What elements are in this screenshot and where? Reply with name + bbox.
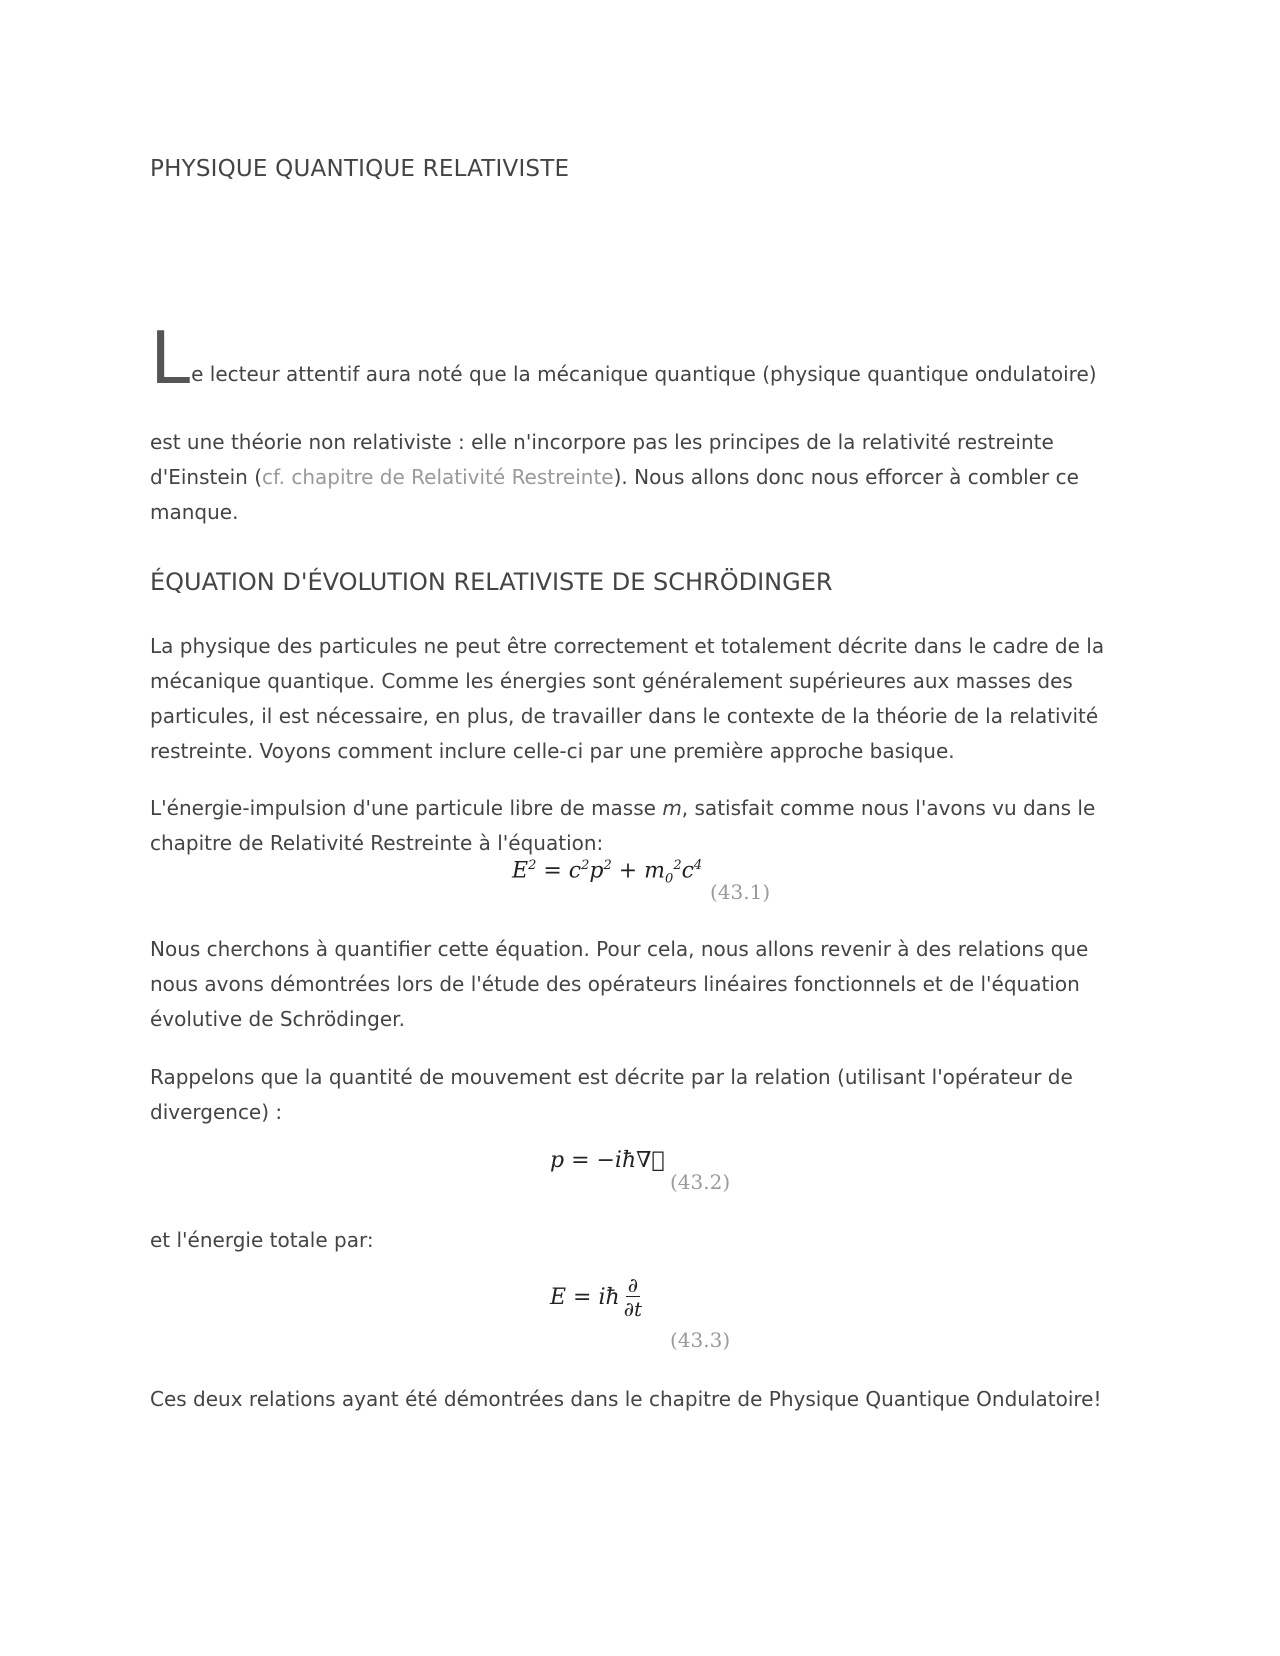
equation-energy-operator: E = iħ $\frac{\partial}{\partial t}$	[550, 1273, 643, 1321]
partial-derivative-fraction: $\frac{\partial}{\partial t}$	[623, 1273, 643, 1321]
intro-text-after-link: ). Nous allons donc nous efforcer à combler ce manque.	[150, 465, 1079, 524]
paragraph-particle-physics: La physique des particules ne peut être correctement et totalement décrite dans le cadre de la mécanique quantique. Comme les énergies sont généralement supérieures aux masses des particules, il est nécessaire, en plus, de travailler dans le contexte de la théorie de la relativité restreinte. Voyons comment inclure celle-ci par une première approche basique.	[150, 634, 1105, 763]
intro-first-line	[150, 316, 1120, 400]
section-title: ÉQUATION D'ÉVOLUTION RELATIVISTE DE SCHRÖDINGER	[150, 568, 833, 596]
equation-energy-momentum: $E^2 = c^2p^2 + m_0^2c^4$	[512, 858, 703, 887]
paragraph-total-energy: et l'énergie totale par:	[150, 1228, 374, 1252]
paragraph-energy-momentum	[150, 791, 1120, 861]
drop-cap: L	[150, 316, 191, 400]
energy-momentum-text-b: , satisfait comme nous l'avons vu dans le chapitre de Relativité Restreinte à l'équation:	[150, 796, 1096, 855]
intro-text-before-link: est une théorie non relativiste : elle n'incorpore pas les principes de la relativité restreinte d'Einstein (	[150, 430, 1054, 489]
paragraph-momentum: Rappelons que la quantité de mouvement est décrite par la relation (utilisant l'opérateur de divergence) :	[150, 1065, 1073, 1124]
equation-momentum-operator: p = −iħ∇⃗	[550, 1148, 665, 1173]
intro-first-line-text: e lecteur attentif aura noté que la mécanique quantique (physique quantique ondulatoire)	[191, 362, 1097, 386]
mass-variable: m	[662, 796, 682, 820]
document-title: PHYSIQUE QUANTIQUE RELATIVISTE	[150, 156, 570, 182]
intro-paragraph	[150, 425, 1120, 530]
relativity-chapter-link[interactable]: cf. chapitre de Relativité Restreinte	[262, 465, 614, 489]
paragraph-quantify: Nous cherchons à quantifier cette équation. Pour cela, nous allons revenir à des relations que nous avons démontrées lors de l'étude des opérateurs linéaires fonctionnels et de l'équation évolutive de Schrödinger.	[150, 937, 1089, 1031]
equation-number-2: (43.2)	[670, 1170, 731, 1194]
equation-number-1: (43.1)	[710, 880, 771, 904]
paragraph-conclusion: Ces deux relations ayant été démontrées dans le chapitre de Physique Quantique Ondulatoire!	[150, 1387, 1102, 1411]
energy-momentum-text-a: L'énergie-impulsion d'une particule libre de masse	[150, 796, 663, 820]
equation-number-3: (43.3)	[670, 1328, 731, 1352]
